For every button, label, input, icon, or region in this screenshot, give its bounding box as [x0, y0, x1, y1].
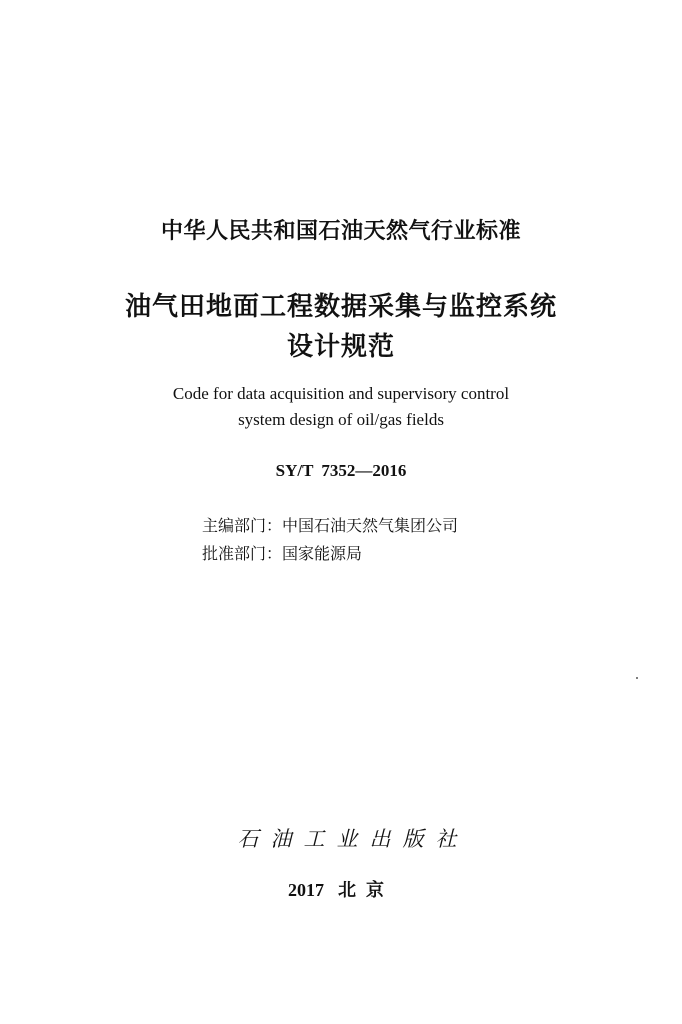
- title-chinese-line-1: 油气田地面工程数据采集与监控系统: [124, 292, 557, 322]
- publisher-name: 石油工业出版社: [237, 827, 469, 851]
- publication-year-city: [0, 876, 682, 902]
- approver-value: 国家能源局: [282, 544, 363, 563]
- title-english-line-2: system design of oil/gas fields: [238, 410, 444, 429]
- approver-label: 批准部门：: [202, 544, 283, 563]
- title-english-line-1: Code for data acquisition and supervisory control: [172, 384, 510, 403]
- editor-department: [202, 513, 458, 536]
- editor-label: 主编部门：: [202, 516, 283, 535]
- publication-year: 2017: [288, 880, 324, 900]
- publication-city: 北京: [338, 880, 394, 901]
- standard-series-heading: 中华人民共和国石油天然气行业标准: [160, 219, 521, 244]
- editor-value: 中国石油天然气集团公司: [282, 516, 459, 535]
- standard-code: SY/T 7352—2016: [275, 461, 407, 480]
- approver-department: [202, 541, 362, 564]
- scan-speck: [636, 677, 638, 679]
- title-chinese-line-2: 设计规范: [286, 332, 395, 362]
